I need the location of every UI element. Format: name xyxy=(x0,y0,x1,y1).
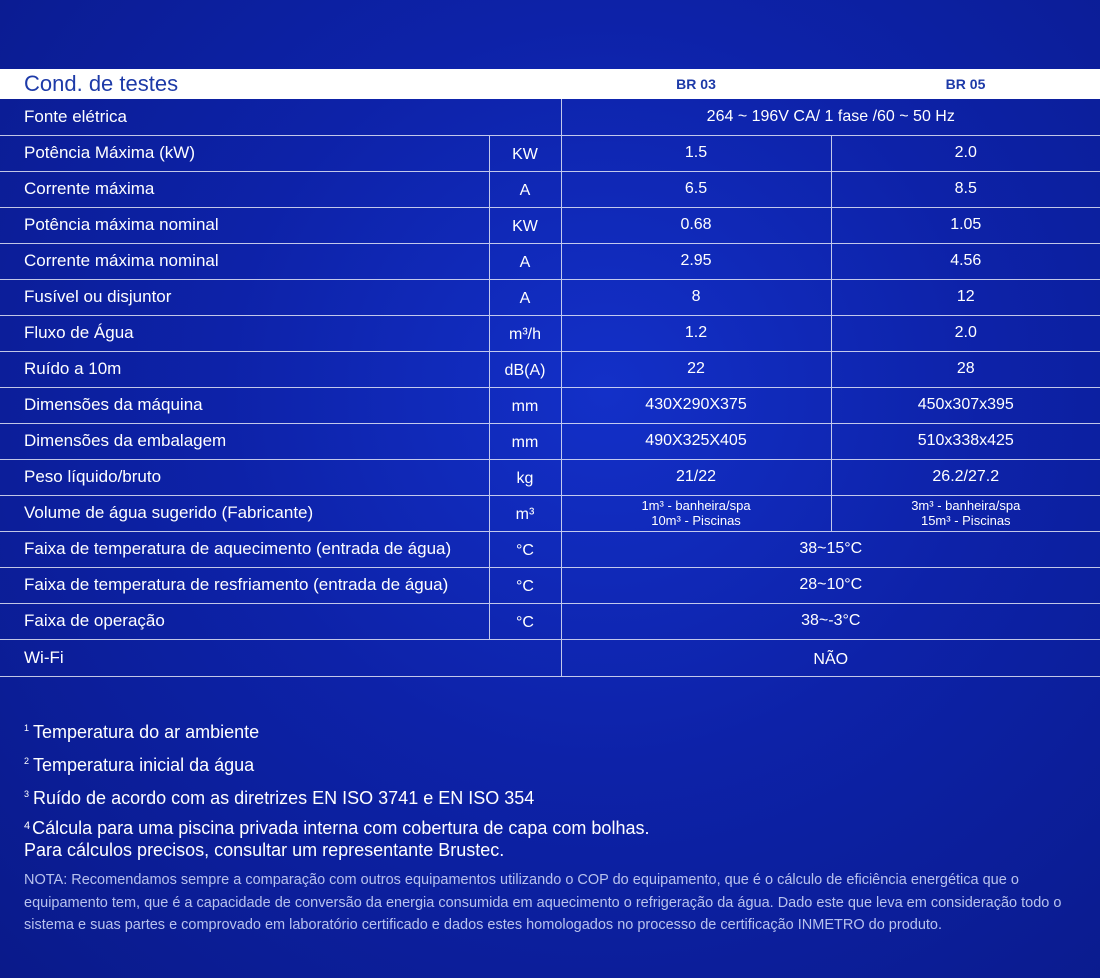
row-label: Wi-Fi xyxy=(24,647,64,667)
row-value-br03 xyxy=(561,495,831,531)
row-label: Dimensões da máquina xyxy=(24,395,203,414)
table-row xyxy=(0,567,1100,603)
row-value-br05: 510x338x425 xyxy=(831,423,1100,459)
row-value-br03: 2.95 xyxy=(561,243,831,279)
row-value-br03: 0.68 xyxy=(561,207,831,243)
row-unit: A xyxy=(489,171,561,207)
footnote-text: Ruído de acordo com as diretrizes EN ISO 3741 e EN ISO 354 xyxy=(33,788,535,808)
row-value-br05: 12 xyxy=(831,279,1100,315)
row-value-br03: 8 xyxy=(561,279,831,315)
row-value-br05: 4.56 xyxy=(831,243,1100,279)
volume-br03-line2: 10m³ - Piscinas xyxy=(651,513,741,528)
row-unit: mm xyxy=(489,387,561,423)
row-unit: °C xyxy=(489,531,561,567)
table-row xyxy=(0,531,1100,567)
row-unit: KW xyxy=(489,135,561,171)
footnote-1 xyxy=(24,714,1074,747)
row-label: Corrente máxima xyxy=(24,179,155,198)
footnote-2 xyxy=(24,747,1074,780)
row-merged-value: NÃO xyxy=(561,639,1100,676)
table-row xyxy=(0,459,1100,495)
row-label: Peso líquido/bruto xyxy=(24,467,162,486)
spec-table xyxy=(0,69,1100,677)
footnote-text: Temperatura inicial da água xyxy=(33,755,255,775)
footnote-4-line2: Para cálculos precisos, consultar um representante Brustec. xyxy=(24,840,505,860)
volume-br05-line2: 15m³ - Piscinas xyxy=(920,513,1011,528)
row-value-br05: 28 xyxy=(831,351,1100,387)
footnote-mark: 2 xyxy=(24,756,30,766)
row-unit: kg xyxy=(489,459,561,495)
row-unit: mm xyxy=(489,423,561,459)
row-merged-value: 38~15°C xyxy=(561,531,1100,567)
row-value-br05: 1.05 xyxy=(831,207,1100,243)
footnote-4-line1 xyxy=(24,815,1074,839)
row-value-br03: 1.2 xyxy=(561,315,831,351)
row-merged-value: 38~-3°C xyxy=(561,603,1100,639)
row-label: Faixa de temperatura de resfriamento (entrada de água) xyxy=(24,575,449,594)
table-row-fonte-eletrica xyxy=(0,99,1100,135)
row-value-br03: 490X325X405 xyxy=(561,423,831,459)
row-label: Corrente máxima nominal xyxy=(24,251,219,270)
table-row xyxy=(0,279,1100,315)
row-merged-value: 28~10°C xyxy=(561,567,1100,603)
table-row xyxy=(0,171,1100,207)
footnote-3 xyxy=(24,780,1074,813)
table-row xyxy=(0,135,1100,171)
row-merged-value: 264 ~ 196V CA/ 1 fase /60 ~ 50 Hz xyxy=(561,99,1100,135)
row-label: Fluxo de Água xyxy=(24,323,134,342)
row-unit: °C xyxy=(489,603,561,639)
model-header-br03: BR 03 xyxy=(676,76,716,92)
table-row xyxy=(0,603,1100,639)
row-label: Fusível ou disjuntor xyxy=(24,287,172,306)
row-label: Potência Máxima (kW) xyxy=(24,143,195,162)
row-unit: m³/h xyxy=(489,315,561,351)
footnote-text: Cálcula para uma piscina privada interna com cobertura de capa com bolhas. xyxy=(32,818,650,838)
table-row xyxy=(0,351,1100,387)
row-label: Fonte elétrica xyxy=(24,106,127,126)
row-value-br05 xyxy=(831,495,1100,531)
table-title: Cond. de testes xyxy=(24,71,179,96)
volume-br03-line1: 1m³ - banheira/spa xyxy=(641,498,751,513)
row-value-br03: 21/22 xyxy=(561,459,831,495)
row-label: Faixa de operação xyxy=(24,611,165,630)
row-label: Dimensões da embalagem xyxy=(24,431,227,450)
row-unit: °C xyxy=(489,567,561,603)
table-header-row xyxy=(0,69,1100,99)
footnote-4 xyxy=(24,815,1074,861)
row-value-br03: 6.5 xyxy=(561,171,831,207)
row-unit: A xyxy=(489,279,561,315)
footnote-mark: 4 xyxy=(24,820,31,832)
table-row xyxy=(0,387,1100,423)
row-value-br05: 2.0 xyxy=(831,315,1100,351)
row-label: Ruído a 10m xyxy=(24,359,122,378)
row-unit: KW xyxy=(489,207,561,243)
nota-paragraph: NOTA: Recomendamos sempre a comparação com outros equipamentos utilizando o COP do equipamento, que é o cálculo de eficiência energética que o equipamento tem, que é a capacidade de conversão da energia consumida em aquecimento o refrigeração da água. Dado este que leva em consideração todo o sistema e suas partes e comprovado em laboratório certificado e dados estes homologados no processo de certificação INMETRO do produto. xyxy=(24,872,1062,933)
row-value-br05: 450x307x395 xyxy=(831,387,1100,423)
table-row xyxy=(0,315,1100,351)
row-label: Volume de água sugerido (Fabricante) xyxy=(24,503,314,522)
footnotes xyxy=(24,714,1074,937)
row-value-br05: 2.0 xyxy=(831,135,1100,171)
footnote-mark: 1 xyxy=(24,723,30,733)
row-unit: m³ xyxy=(489,495,561,531)
row-value-br03: 22 xyxy=(561,351,831,387)
model-header-br05: BR 05 xyxy=(945,76,986,92)
footnote-mark: 3 xyxy=(24,789,30,799)
table-row-wifi xyxy=(0,639,1100,676)
table-row xyxy=(0,207,1100,243)
row-value-br03: 430X290X375 xyxy=(561,387,831,423)
table-row-volume xyxy=(0,495,1100,531)
row-label: Potência máxima nominal xyxy=(24,215,219,234)
footnote-text: Temperatura do ar ambiente xyxy=(33,722,260,742)
row-value-br05: 8.5 xyxy=(831,171,1100,207)
volume-br05-line1: 3m³ - banheira/spa xyxy=(911,498,1021,513)
row-label: Faixa de temperatura de aquecimento (entrada de água) xyxy=(24,539,452,558)
row-value-br05: 26.2/27.2 xyxy=(831,459,1100,495)
table-row xyxy=(0,423,1100,459)
row-unit: A xyxy=(489,243,561,279)
table-row xyxy=(0,243,1100,279)
row-value-br03: 1.5 xyxy=(561,135,831,171)
row-unit: dB(A) xyxy=(489,351,561,387)
